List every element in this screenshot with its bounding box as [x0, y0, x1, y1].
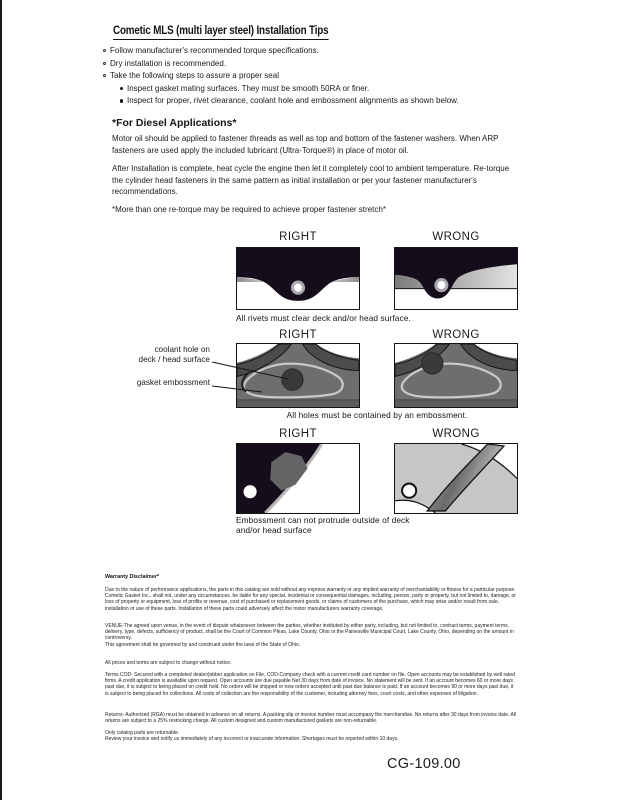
figure-rivet-wrong — [394, 247, 518, 310]
row1-wrong-label: WRONG — [432, 231, 480, 243]
list-item — [103, 70, 513, 83]
governing-law-text: This agreement shall be governed by and construed under the laws of the State of Ohio. — [105, 641, 301, 648]
diesel-applications-heading: *For Diesel Applications* — [112, 117, 237, 129]
row3-right-label: RIGHT — [279, 428, 317, 440]
list-item — [103, 45, 513, 58]
row3-caption — [236, 516, 410, 535]
diesel-paragraph-1: Motor oil should be applied to fastener threads as well as top and bottom of the fastener washers. When ARP fasteners are used apply the included lubricant (Ultra-Torque®) in place of motor oil. — [112, 134, 499, 155]
bolt-hole — [244, 485, 257, 498]
row2-caption: All holes must be contained by an embossment. — [286, 410, 468, 420]
retorque-note: *More than one re-torque may be required to achieve proper fastener stretch* — [112, 205, 386, 214]
row1-caption: All rivets must clear deck and/or head surface. — [236, 313, 411, 323]
coolant-hole-annotation — [100, 345, 210, 365]
gasket-embossment-annotation — [100, 378, 210, 388]
filled-bullet-icon — [120, 87, 123, 90]
caption-line: and/or head surface — [236, 524, 312, 535]
rivet-wrong-diagram — [395, 248, 517, 309]
list-item — [120, 95, 513, 108]
disclaimer-paragraph-returns: Returns- Authorized (RGA) must be obtained in advance on all returns. A packing slip or invoice number must accompany the merchandise. No returns after 30 days from invoice date. All returns are subject to a 25% restocking charge. All custom designed and custom manufactured gaskets are non-returnable. — [105, 712, 517, 725]
disclaimer-paragraph-venue — [105, 623, 517, 648]
row2-right-label: RIGHT — [279, 329, 317, 341]
list-item-text: Inspect for proper, rivet clearance, coolant hole and embossment alignments as shown below. — [126, 96, 459, 106]
list-item-text: Follow manufacturer's recommended torque specifications. — [110, 46, 319, 55]
warranty-disclaimer-heading: Warranty Disclaimer* — [105, 574, 160, 580]
annotation-text: deck / head surface — [138, 354, 210, 364]
embossment-wrong-diagram — [395, 444, 517, 513]
figure-hole-wrong — [394, 343, 518, 408]
hole-wrong-diagram — [395, 344, 517, 407]
embossment-right-diagram — [237, 444, 359, 513]
coolant-hole — [282, 369, 303, 390]
returnable-text: Only catalog parts are returnable. — [105, 730, 180, 736]
list-item — [120, 83, 513, 96]
disclaimer-paragraph-prices: All prices and terms are subject to change without notice. — [105, 660, 232, 666]
row1-right-label: RIGHT — [279, 231, 317, 243]
rivet — [436, 280, 447, 291]
invoice-review-text: Review your invoice and notify us immediately of any incorrect or inaccurate information. Shortages must be reported within 10 days. — [105, 736, 399, 743]
installation-tips-list — [103, 45, 513, 108]
filled-bullet-icon — [120, 99, 123, 102]
coolant-hole — [422, 353, 443, 374]
caption-line: Embossment can not protrude outside of deck — [236, 515, 410, 525]
rivet-right-diagram — [237, 248, 359, 309]
open-bullet-icon — [103, 74, 106, 77]
venue-text: VENUE-The agreed upon venue, in the event of dispute whatsoever between the parties, whether instituted by either party, including, but not limited to, contract terms, payment terms, delivery, type, defects, sufficiency of product, shall be the Court of Common Pleas, Lake County, Ohio or the Painesville Municipal Court, Lake County, Ohio, depending on the amount in controversy. — [105, 623, 514, 642]
list-item-text: Dry installation is recommended. — [110, 58, 227, 68]
list-item-text: Inspect gasket mating surfaces. They must be smooth 50RA or finer. — [126, 83, 370, 93]
open-bullet-icon — [103, 62, 106, 65]
rivet — [292, 282, 303, 293]
figure-hole-right — [236, 343, 360, 408]
row2-wrong-label: WRONG — [432, 329, 480, 341]
figure-rivet-right — [236, 247, 360, 310]
figure-embossment-wrong — [394, 443, 518, 514]
page-number: CG-109.00 — [387, 756, 461, 772]
disclaimer-paragraph-terms: Terms COD- Secured with a completed dealer/jobber application on File, COD-Company check with a current credit card number on file. Open accounts may be established by well rated firms. A credit application is available upon request. Open accounts are due payable Net 30 days from date of invoice. No statement will be sent. If an account becomes 60 or more days past due, it is subject to being placed on credit hold. No orders will be shipped or new orders accepted until past due balance is paid. If an account becomes 90 or more days past due, it is subject to being placed for collections. All costs of collection are the responsibility of the customer, including attorney fees, court costs, and other expenses of litigation. — [105, 672, 515, 697]
bolt-hole — [402, 484, 416, 498]
disclaimer-paragraph-1: Due to the nature of performance applications, the parts in this catalog are sold without any express warranty or any implied warranty of merchantability or fitness for a particular purpose. Cometic Gasket Inc., shall not, under any circumstances, be liable for any special, incidental or consequential damages, including, person, party or property, but not limited to, damage, or loss of property or equipment, loss of profits or revenue, cost of purchased or replacement goods, or claims of customers of the purchase, which may arise and/or result from sale, installation or use of these parts. Installation of these parts could adversely affect the motor manufacturers warranty coverage. — [105, 587, 516, 612]
page-title: Cometic MLS (multi layer steel) Installation Tips — [113, 23, 328, 40]
disclaimer-paragraph-catalog — [105, 730, 517, 742]
scan-edge-line — [0, 0, 2, 800]
hole-right-diagram — [237, 344, 359, 407]
diesel-paragraph-2: After Installation is complete, heat cycle the engine then let it completely cool to ambient temperature. Re-torque the cylinder head fasteners in the same pattern as initial installation or per your fastener manufacturer's recommendations. — [112, 164, 510, 197]
annotation-text: gasket embossment — [136, 378, 210, 387]
open-bullet-icon — [103, 49, 106, 52]
list-item-text: Take the following steps to assure a proper seal — [110, 71, 279, 81]
list-item — [103, 58, 513, 71]
annotation-text: coolant hole on — [154, 345, 210, 354]
row3-wrong-label: WRONG — [432, 428, 480, 440]
figure-embossment-right — [236, 443, 360, 514]
